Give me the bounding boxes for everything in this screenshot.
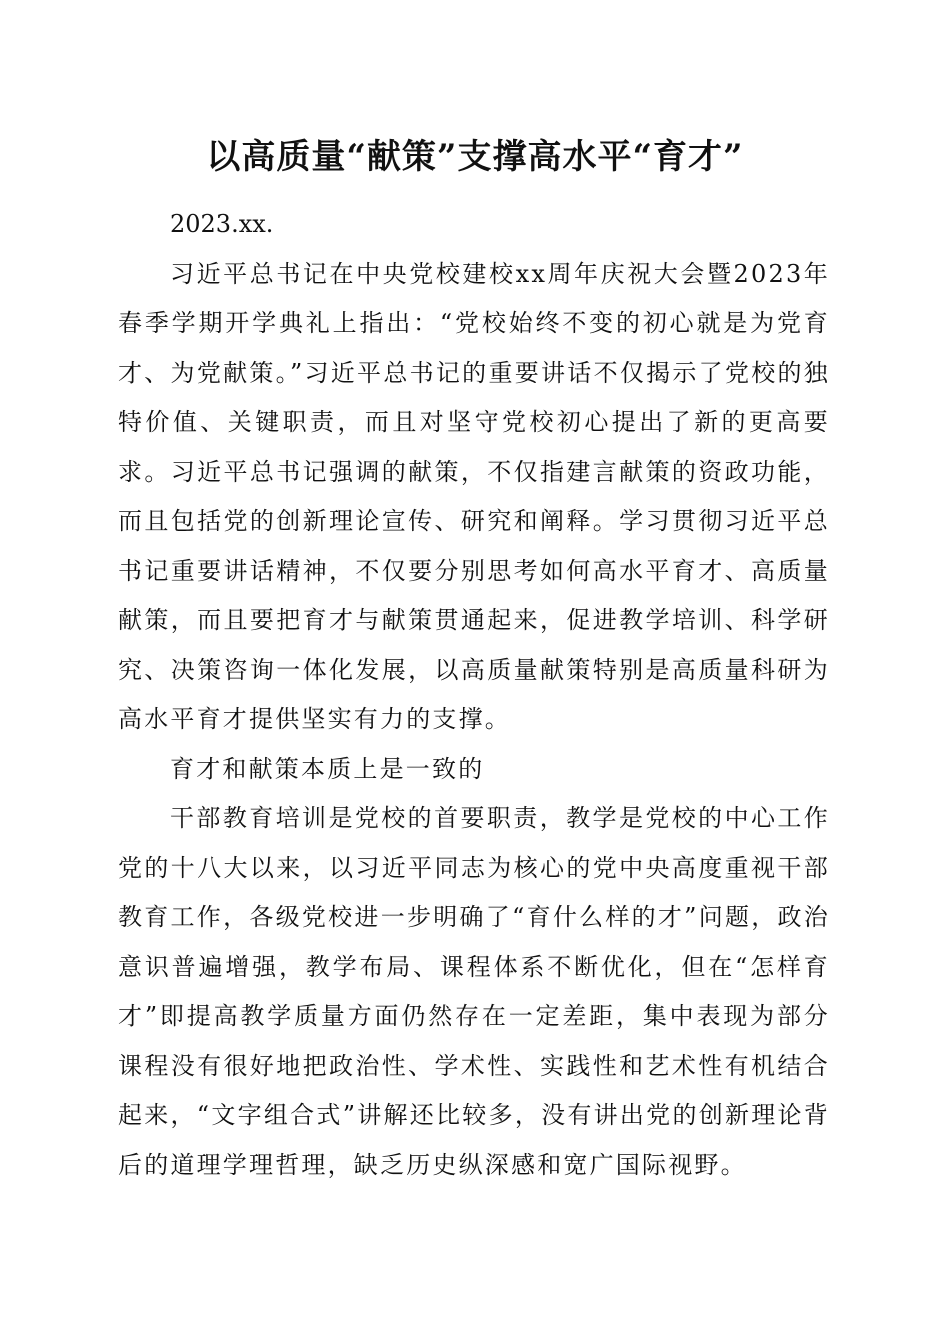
document-date: 2023.xx. [170, 210, 274, 238]
paragraph-intro: 习近平总书记在中央党校建校xx周年庆祝大会暨2023年春季学期开学典礼上指出：“党校始终不变的初心就是为党育才、为党献策。”习近平总书记的重要讲话不仅揭示了党校的独特价值、关键职责，而且对坚守党校初心提出了新的更高要求。习近平总书记强调的献策，不仅指建言献策的资政功能，而且包括党的创新理论宣传、研究和阐释。学习贯彻习近平总书记重要讲话精神，不仅要分别思考如何高水平育才、高质量献策，而且要把育才与献策贯通起来，促进教学培训、科学研究、决策咨询一体化发展，以高质量献策特别是高质量科研为高水平育才提供坚实有力的支撑。 [118, 259, 830, 733]
section-heading: 育才和献策本质上是一致的 [170, 754, 485, 783]
document-body [118, 200, 830, 1190]
document-title: 以高质量“献策”支撑高水平“育才” [206, 137, 744, 177]
paragraph-training: 干部教育培训是党校的首要职责，教学是党校的中心工作党的十八大以来，以习近平同志为核心的党中央高度重视干部教育工作，各级党校进一步明确了“育什么样的才”问题，政治意识普遍增强，教学布局、课程体系不断优化，但在“怎样育才”即提高教学质量方面仍然存在一定差距，集中表现为部分课程没有很好地把政治性、学术性、实践性和艺术性有机结合起来，“文字组合式”讲解还比较多，没有讲出党的创新理论背后的道理学理哲理，缺乏历史纵深感和宽广国际视野。 [118, 804, 830, 1179]
